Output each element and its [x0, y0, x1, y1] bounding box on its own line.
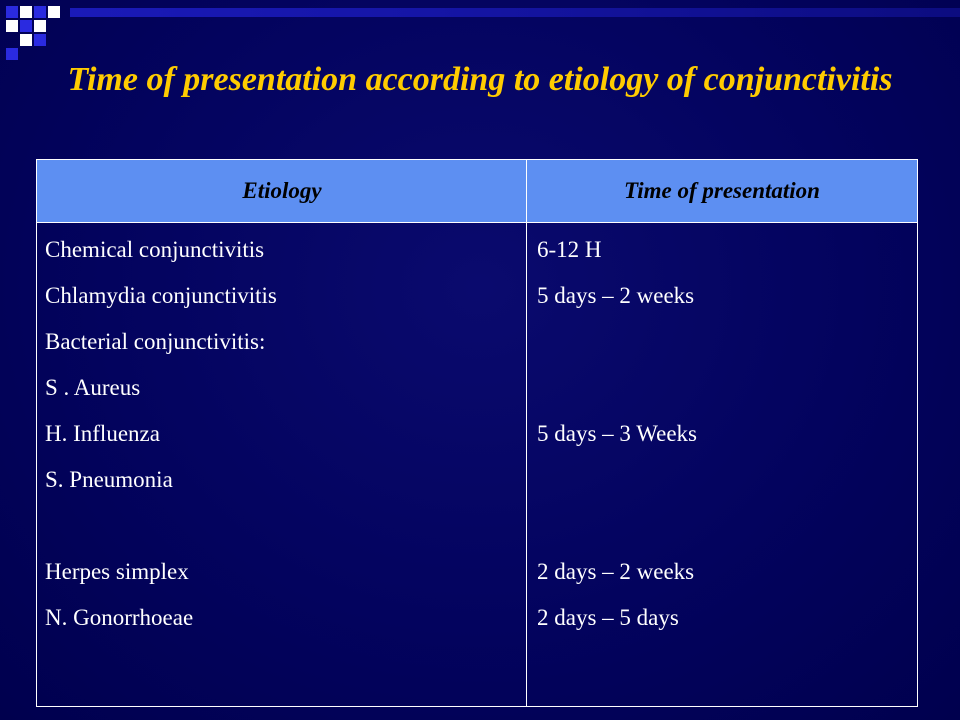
corner-decoration	[20, 20, 32, 32]
table-cell-etiology: Chlamydia conjunctivitis	[45, 283, 277, 308]
table-cell-etiology: N. Gonorrhoeae	[45, 605, 194, 630]
table-cell-time	[537, 327, 907, 373]
table-cell-etiology: H. Influenza	[45, 421, 160, 446]
etiology-table	[36, 159, 918, 707]
slide-title: Time of presentation according to etiology of conjunctivitis	[67, 61, 893, 98]
table-cell-time: 5 days – 2 weeks	[537, 283, 695, 308]
corner-decoration	[6, 48, 18, 60]
table-cell-etiology: S. Pneumonia	[45, 467, 173, 492]
table-body	[37, 223, 917, 706]
table-cell-time: 5 days – 3 Weeks	[537, 421, 697, 446]
corner-decoration	[20, 34, 32, 46]
table-cell-etiology: S . Aureus	[45, 375, 141, 400]
header-etiology: Etiology	[242, 178, 322, 203]
corner-decoration	[34, 34, 46, 46]
table-cell-etiology: Bacterial conjunctivitis:	[45, 329, 266, 354]
corner-decoration	[6, 20, 18, 32]
table-cell-time	[537, 373, 907, 419]
corner-decoration	[34, 6, 46, 18]
table-cell-etiology: Chemical conjunctivitis	[45, 237, 265, 262]
corner-decoration	[48, 6, 60, 18]
top-accent-bar	[70, 8, 960, 17]
header-time-of-presentation: Time of presentation	[624, 178, 820, 203]
table-cell-time: 2 days – 2 weeks	[537, 559, 695, 584]
table-cell-etiology	[45, 511, 515, 557]
table-cell-etiology: Herpes simplex	[45, 559, 189, 584]
table-header-row	[37, 160, 917, 223]
time-column	[537, 235, 907, 649]
table-cell-time	[537, 511, 907, 557]
corner-decoration	[34, 20, 46, 32]
corner-decoration	[20, 6, 32, 18]
table-cell-time	[537, 465, 907, 511]
table-cell-time: 2 days – 5 days	[537, 605, 679, 630]
table-cell-time: 6-12 H	[537, 237, 602, 262]
etiology-column	[45, 235, 515, 649]
corner-decoration	[6, 6, 18, 18]
